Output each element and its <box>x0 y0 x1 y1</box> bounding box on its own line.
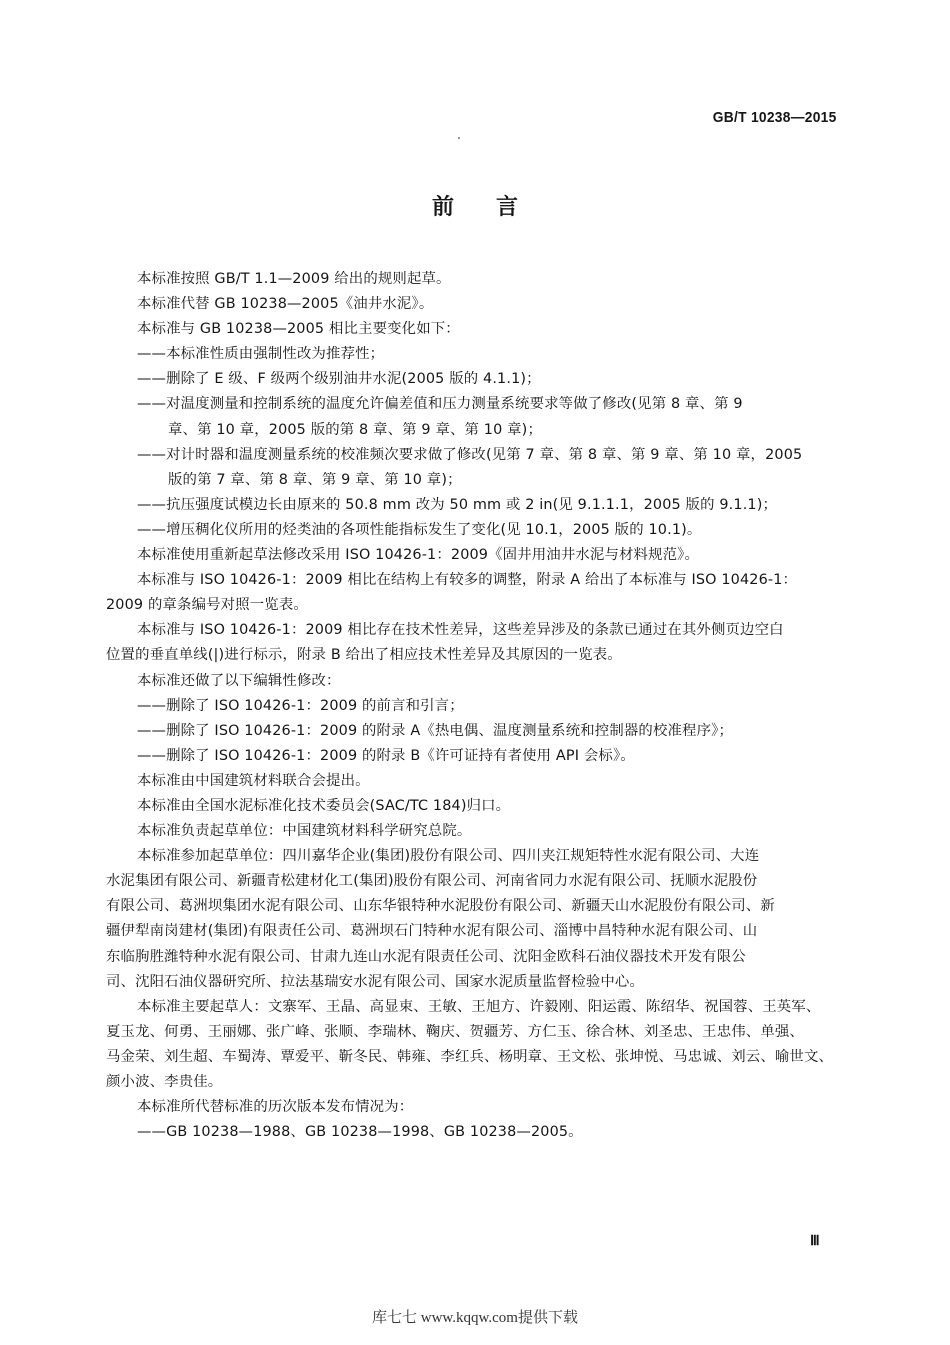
text-line: 本标准还做了以下编辑性修改： <box>137 672 341 689</box>
text-line: ——删除了 ISO 10426-1：2009 的附录 A《热电偶、温度测量系统和控制器的校准程序》； <box>137 722 734 739</box>
text-line: 章、第 10 章，2005 版的第 8 章、第 9 章、第 10 章)； <box>168 421 542 438</box>
text-line: 本标准由全国水泥标准化技术委员会(SAC/TC 184)归口。 <box>137 797 511 814</box>
text-line: 位置的垂直单线(|)进行标示，附录 B 给出了相应技术性差异及其原因的一览表。 <box>106 647 622 664</box>
text-line: 本标准参加起草单位：四川嘉华企业(集团)股份有限公司、四川夹江规矩特性水泥有限公司、大连 <box>137 848 760 865</box>
page-number: Ⅲ <box>810 1234 820 1249</box>
standard-number: GB/T 10238—2015 <box>713 109 837 126</box>
text-line: 东临朐胜潍特种水泥有限公司、甘肃九连山水泥有限责任公司、沈阳金欧科石油仪器技术开发有限公 <box>106 948 746 965</box>
download-watermark: 库七七 www.kqqw.com提供下载 <box>372 1310 578 1326</box>
text-line: ——抗压强度试模边长由原来的 50.8 mm 改为 50 mm 或 2 in(见 9.1.1.1，2005 版的 9.1.1)； <box>137 496 778 513</box>
text-line: 本标准所代替标准的历次版本发布情况为： <box>137 1099 414 1116</box>
text-line: 马金荣、刘生超、车蜀涛、覃爱平、靳冬民、韩雍、李红兵、杨明章、王文松、张坤悦、马忠诚、刘云、喻世文、 <box>106 1048 834 1065</box>
text-line: 本标准代替 GB 10238—2005《油井水泥》。 <box>137 296 434 313</box>
text-line: ——增压稠化仪所用的烃类油的各项性能指标发生了变化(见 10.1，2005 版的 10.1)。 <box>137 521 702 538</box>
scan-speck <box>458 137 460 139</box>
text-line: ——对温度测量和控制系统的温度允许偏差值和压力测量系统要求等做了修改(见第 8 章、第 9 <box>137 396 743 413</box>
text-line: 2009 的章条编号对照一览表。 <box>106 597 308 614</box>
text-line: 本标准主要起草人：文寨军、王晶、高显束、王敏、王旭方、许毅刚、阳运霞、陈绍华、祝国蓉、王英军、 <box>137 998 821 1015</box>
text-line: 本标准按照 GB/T 1.1—2009 给出的规则起草。 <box>137 271 451 287</box>
text-line: ——GB 10238—1988、GB 10238—1998、GB 10238—2005。 <box>137 1124 583 1141</box>
text-line: ——本标准性质由强制性改为推荐性； <box>137 346 385 363</box>
text-line: 本标准与 ISO 10426-1：2009 相比存在技术性差异，这些差异涉及的条款已通过在其外侧页边空白 <box>137 622 784 639</box>
text-line: ——删除了 ISO 10426-1：2009 的附录 B《许可证持有者使用 API 会标》。 <box>137 747 635 764</box>
text-line: ——删除了 ISO 10426-1：2009 的前言和引言； <box>137 697 464 714</box>
text-line: ——删除了 E 级、F 级两个级别油井水泥(2005 版的 4.1.1)； <box>137 371 541 388</box>
text-line: 疆伊犁南岗建材(集团)有限责任公司、葛洲坝石门特种水泥有限公司、淄博中昌特种水泥有限公司、山 <box>106 923 758 940</box>
text-line: 本标准负责起草单位：中国建筑材料科学研究总院。 <box>137 823 472 840</box>
text-line: 有限公司、葛洲坝集团水泥有限公司、山东华银特种水泥股份有限公司、新疆天山水泥股份有限公司、新 <box>106 898 775 915</box>
text-line: ——对计时器和温度测量系统的校准频次要求做了修改(见第 7 章、第 8 章、第 9 章、第 10 章，2005 <box>137 446 803 463</box>
page-title: 前言 <box>431 195 560 220</box>
text-line: 本标准由中国建筑材料联合会提出。 <box>137 772 370 789</box>
text-line: 本标准使用重新起草法修改采用 ISO 10426-1：2009《固井用油井水泥与材料规范》。 <box>137 547 700 564</box>
text-line: 夏玉龙、何勇、王丽娜、张广峰、张顺、李瑞林、鞠庆、贺疆芳、方仁玉、徐合林、刘圣忠、王忠伟、单强、 <box>106 1023 804 1040</box>
foreword-body <box>106 267 842 1145</box>
text-line: 司、沈阳石油仪器研究所、拉法基瑞安水泥有限公司、国家水泥质量监督检验中心。 <box>106 973 645 990</box>
text-line: 水泥集团有限公司、新疆青松建材化工(集团)股份有限公司、河南省同力水泥有限公司、抚顺水泥股份 <box>106 873 758 890</box>
text-line: 本标准与 GB 10238—2005 相比主要变化如下： <box>137 321 460 338</box>
text-line: 颜小波、李贵佳。 <box>106 1074 223 1090</box>
text-line: 本标准与 ISO 10426-1：2009 相比在结构上有较多的调整，附录 A 给出了本标准与 ISO 10426-1： <box>137 572 798 589</box>
text-line: 版的第 7 章、第 8 章、第 9 章、第 10 章)； <box>168 471 462 488</box>
